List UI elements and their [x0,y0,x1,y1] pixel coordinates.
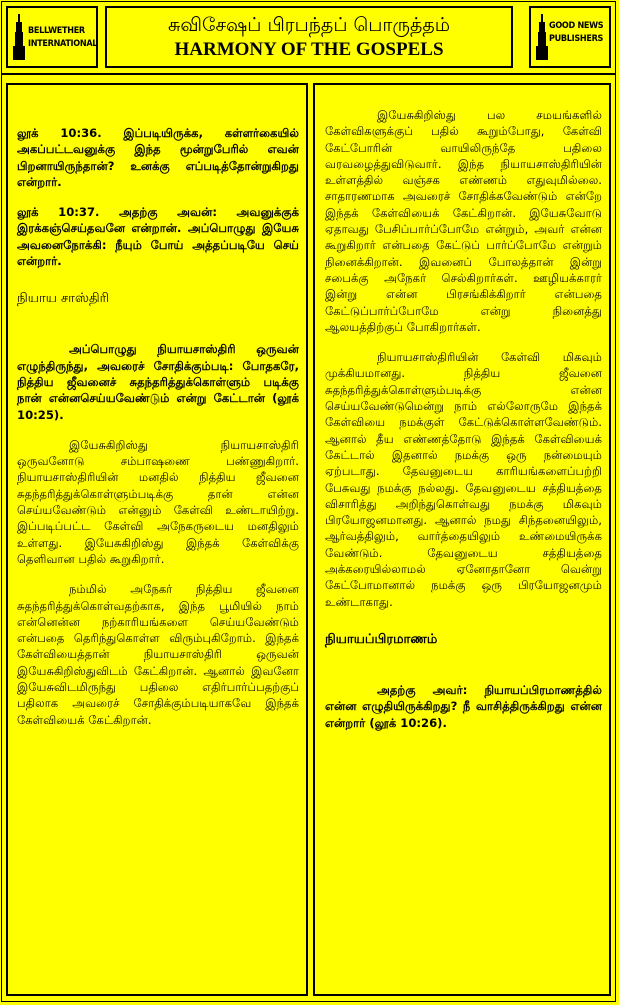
paragraph: இயேசுகிறிஸ்து நியாயசாஸ்திரி ஒருவனோடு சம்பாஷணை பண்ணுகிறார். நியாயசாஸ்திரியின் மனதில் நித்திய ஜீவனை சுதந்தரித்துக்கொள்ளும்படிக்கு தான் என்ன செய்யவேண்டும் என்னும் கேள்வி உண்டாயிற்று. இப்படிப்பட்ட கேள்வி அநேகருடைய மனதிலும் உள்ளது. இயேசுகிறிஸ்து இந்தக் கேள்விக்கு தெளிவான பதில் கூறுகிறார். [17,437,299,566]
paragraph: நம்மில் அநேகர் நித்திய ஜீவனை சுதந்தரித்துக்கொள்வதற்காக, இந்த பூமியில் நாம் என்னென்ன நற்காரியங்களை செய்யவேண்டும் என்பதை தெரிந்துகொள்ள விரும்புகிறோம். இந்தக் கேள்வியைத்தான் நியாயசாஸ்திரி ஒருவன் இயேசுகிறிஸ்துவிடம் கேட்கிறான். ஆனால் இவனோ இயேசுவிடமிருந்து பதிலை எதிர்பார்ப்பதற்குப் பதிலாக அவரைச் சோதிக்கும்படியாகவே இந்தக் கேள்வியைக் கேட்கிறான். [17,582,299,727]
good-news-logo [529,6,611,68]
header [2,2,615,75]
quote-luke-10-25: அப்பொழுது நியாயசாஸ்திரி ஒருவன் எழுந்திருந்து, அவரைச் சோதிக்கும்படி: போதகரே, நித்திய ஜீவனைச் சுதந்தரித்துக்கொள்ளும் படிக்கு நான் என்னசெய்யவேண்டும் என்று கேட்டான் (லூக் 10:25). [17,342,299,422]
title-tamil: சுவிசேஷப் பிரபந்தப் பொருத்தம் [168,14,450,36]
good-news-logo-text: GOOD NEWS PUBLISHERS [549,21,604,44]
quote-luke-10-26: அதற்கு அவர்: நியாயப்பிரமாணத்தில் என்ன எழுதியிருக்கிறது? நீ வாசித்திருக்கிறது என்ன என்றார் (லூக் 10:26). [325,682,602,730]
bellwether-logo-text: BELLWETHER INTERNATIONAL [28,26,98,49]
left-column [6,83,308,996]
verse-luke-10-37: லூக் 10:37. அதற்கு அவன்: அவனுக்குக் இரக்கஞ்செய்தவனே என்றான். அப்பொழுது இயேசு அவனைநோக்கி: நீயும் போய் அத்தப்படியே செய் என்றார். [17,205,299,269]
paragraph: நியாயசாஸ்திரியின் கேள்வி மிகவும் முக்கியமானது. நித்திய ஜீவனை சுதந்தரித்துக்கொள்ளும்படிக்கு என்ன செய்யவேண்டுமென்று நாம் எல்லோருமே இந்தக் கேள்வியை நமக்குள் கேட்டுக்கொள்ளவேண்டும். ஆனால் தீய எண்ணத்தோடு இந்தக் கேள்வியைக் கேட்டால் இதனால் நமக்கு ஒரு நன்மையும் ஏற்படாது. தேவனுடைய காரியங்களைப்பற்றி பேசுவது நமக்கு நல்லது. தேவனுடைய சத்தியத்தை விசாரித்து அறிந்துகொள்வது நமக்கு மிகவும் பிரயோஜனமானது. ஆனால் நமது சிந்தனையிலும், ஆர்வத்திலும், வார்த்தையிலும் உண்மையிருக்க வேண்டும். தேவனுடைய சத்தியத்தை அக்கரையில்லாமல் ஏனோதானோ வென்று கேட்போமானால் நமக்கு ஒரு பிரயோஜனமும் உண்டாகாது. [325,350,602,609]
section-heading-lawyer: நியாய சாஸ்திரி [17,291,109,307]
bell-tower-icon [535,14,549,62]
verse-luke-10-36: லூக் 10:36. இப்படியிருக்க, கள்ளர்கையில் அகப்பட்டவனுக்கு இந்த மூன்றுபேரில் எவன் பிறனாயிருந்தான்? உனக்கு எப்படித்தோன்றுகிறது என்றார். [17,126,299,189]
bell-tower-icon [12,14,26,62]
bellwether-logo [6,6,98,68]
title-box [105,6,513,68]
section-heading-law: நியாயப்பிரமாணம் [325,631,438,647]
paragraph: இயேசுகிறிஸ்து பல சமயங்களில் கேள்விகளுக்குப் பதில் கூறும்போது, கேள்வி கேட்போரின் வாயிலிருந்தே பதிலை வரவழைத்துவிடுவார். இந்த நியாயசாஸ்திரியின் உள்ளத்தில் வஞ்சக எண்ணம் எதுவுமில்லை. சாதாரணமாக அவரைச் சோதிக்கவேண்டும் என்றே இந்தக் கேள்வியைக் கேட்கிறான். இயேசுவோடு ஏதாவது பேசிப்பார்ப்போமே என்றும், அவர் என்ன கூறுகிறார் என்பதை கேட்டுப் பார்ப்போமே என்றும் நினைக்கிறான். இவனைப் போலத்தான் இன்று சபைக்கு அநேகர் செல்கிறார்கள். ஊழியக்காரர் இன்று என்ன பிரசங்கிக்கிறார் என்பதை கேட்டுப்பார்ப்போமே என்று நினைத்து ஆலயத்திற்குப் போகிறார்கள். [325,108,602,334]
title-english: HARMONY OF THE GOSPELS [174,39,444,60]
right-column [313,83,611,996]
page [1,1,616,1002]
